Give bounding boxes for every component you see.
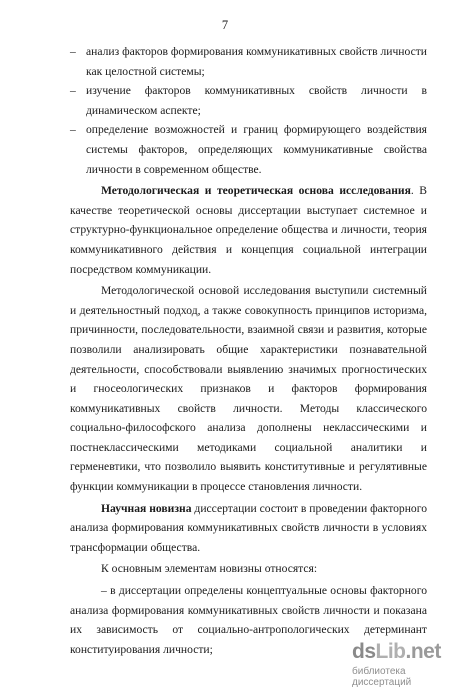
bullet-dash: – — [70, 84, 76, 98]
dslib-logo: dsLib.net — [352, 640, 441, 663]
methodology-heading: Методологическая и теоретическая основа исследования — [101, 184, 411, 198]
methodology-paragraph — [70, 181, 427, 279]
bullet-item — [70, 120, 427, 179]
bullet-dash: – — [70, 123, 76, 137]
methodology-paragraph-2: Методологической основой исследования выступили системный и деятельностный подход, а также совокупность принципов историзма, причинности, последовательности, взаимной связи и развития, которые позволили анализировать общие характеристики познавательной деятельности, способствовали выявлению значимых прогностических и гносеологических признаков и факторов формирования коммуникативных свойств личности. Методы классического социально-философского анализа дополнены неклассическими и постнеклассическими методиками социальной аналитики и герменевтики, что позволило выявить конститутивные и регулятивные функции коммуникации в процессе становления личности. — [70, 284, 427, 494]
novelty-paragraph — [70, 499, 427, 558]
dslib-watermark — [352, 641, 448, 688]
bullet-text: определение возможностей и границ формирующего воздействия системы факторов, определяющих коммуникативные свойства личности в современном обществе. — [86, 123, 427, 176]
novelty-heading: Научная новизна — [101, 501, 192, 515]
bullet-text: изучение факторов коммуникативных свойств личности в динамическом аспекте; — [86, 84, 427, 117]
novelty-elements-intro: К основным элементам новизны относятся: — [101, 562, 318, 576]
bullet-dash: – — [70, 45, 76, 58]
bullet-item — [70, 81, 427, 120]
novelty-item: – в диссертации определены концептуальные основы факторного анализа формирования коммуникативных свойств личности и показана их зависимость от социально-антропологических детерминант конституирования личности; — [70, 584, 427, 656]
methodology-text: . В качестве теоретической основы диссертации выступает системное и структурно-функциональное определение общества и личности, теория коммуникативного действия и концепция социальной интеграции посредством коммуникации. — [70, 184, 428, 276]
page-body — [70, 42, 427, 659]
bullet-item — [70, 42, 427, 81]
novelty-text: диссертации состоит в проведении факторного анализа формирования коммуникативных свойств личности в условиях трансформации общества. — [70, 501, 427, 554]
bullet-text: анализ факторов формирования коммуникативных свойств личности как целостной системы; — [86, 45, 427, 78]
page-number: 7 — [221, 18, 229, 32]
watermark-caption: библиотека диссертаций — [352, 666, 412, 688]
